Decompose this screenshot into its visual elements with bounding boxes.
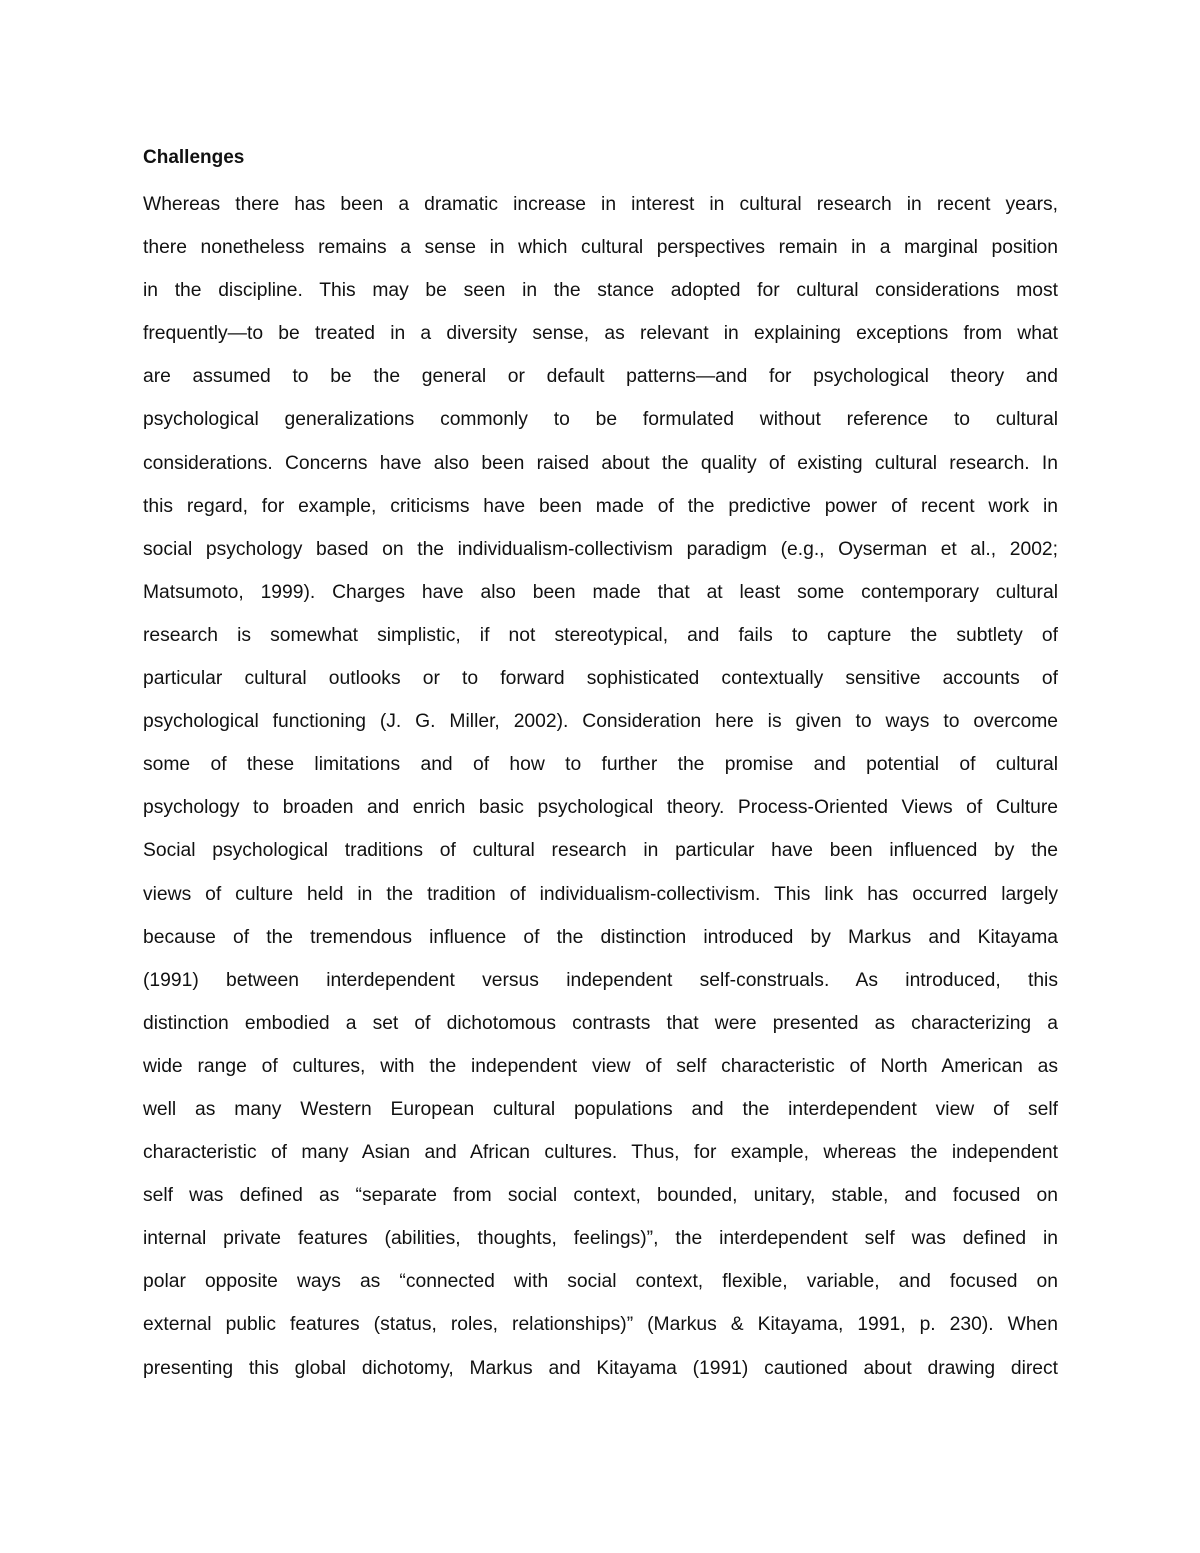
text-line: psychology to broaden and enrich basic psychological theory. Process-Oriented Views of Culture: [143, 797, 1058, 819]
text-line: Whereas there has been a dramatic increase in interest in cultural research in recent years,: [143, 194, 1058, 215]
text-line: some of these limitations and of how to further the promise and potential of cultural: [143, 754, 1058, 776]
text-line: psychological functioning (J. G. Miller, 2002). Consideration here is given to ways to overcome: [143, 711, 1058, 733]
text-line: internal private features (abilities, thoughts, feelings)”, the interdependent self was defined in: [143, 1228, 1058, 1250]
text-line: well as many Western European cultural populations and the interdependent view of self: [143, 1098, 1058, 1120]
text-line: external public features (status, roles, relationships)” (Markus & Kitayama, 1991, p. 230). When: [143, 1314, 1058, 1336]
text-line: particular cultural outlooks or to forward sophisticated contextually sensitive accounts of: [143, 668, 1058, 690]
text-line: there nonetheless remains a sense in which cultural perspectives remain in a marginal position: [143, 237, 1058, 259]
body-paragraph: [143, 183, 1058, 1390]
text-line: frequently—to be treated in a diversity sense, as relevant in explaining exceptions from what: [143, 323, 1058, 345]
text-line: views of culture held in the tradition of individualism-collectivism. This link has occurred largely: [143, 883, 1058, 905]
text-line: distinction embodied a set of dichotomous contrasts that were presented as characterizing a: [143, 1012, 1058, 1034]
text-line: self was defined as “separate from social context, bounded, unitary, stable, and focused on: [143, 1185, 1058, 1207]
text-line: Social psychological traditions of cultural research in particular have been influenced by the: [143, 840, 1058, 862]
text-line: presenting this global dichotomy, Markus and Kitayama (1991) cautioned about drawing direct: [143, 1357, 1058, 1379]
text-line: because of the tremendous influence of the distinction introduced by Markus and Kitayama: [143, 926, 1058, 948]
section-heading: Challenges: [143, 147, 245, 168]
text-line: are assumed to be the general or default patterns—and for psychological theory and: [143, 366, 1058, 388]
text-line: characteristic of many Asian and African cultures. Thus, for example, whereas the independent: [143, 1142, 1058, 1164]
text-line: considerations. Concerns have also been raised about the quality of existing cultural research. In: [143, 452, 1058, 474]
text-line: wide range of cultures, with the independent view of self characteristic of North American as: [143, 1055, 1058, 1077]
document-body: [143, 140, 1058, 1390]
text-line: psychological generalizations commonly to be formulated without reference to cultural: [143, 409, 1058, 431]
text-line: research is somewhat simplistic, if not stereotypical, and fails to capture the subtlety of: [143, 624, 1058, 646]
text-line: polar opposite ways as “connected with social context, flexible, variable, and focused on: [143, 1271, 1058, 1293]
text-line: Matsumoto, 1999). Charges have also been made that at least some contemporary cultural: [143, 581, 1058, 603]
text-line: this regard, for example, criticisms have been made of the predictive power of recent work in: [143, 495, 1058, 517]
text-line: (1991) between interdependent versus independent self-construals. As introduced, this: [143, 969, 1058, 991]
text-line: in the discipline. This may be seen in the stance adopted for cultural considerations most: [143, 280, 1058, 302]
text-line: social psychology based on the individualism-collectivism paradigm (e.g., Oyserman et al., 2002;: [143, 538, 1058, 560]
